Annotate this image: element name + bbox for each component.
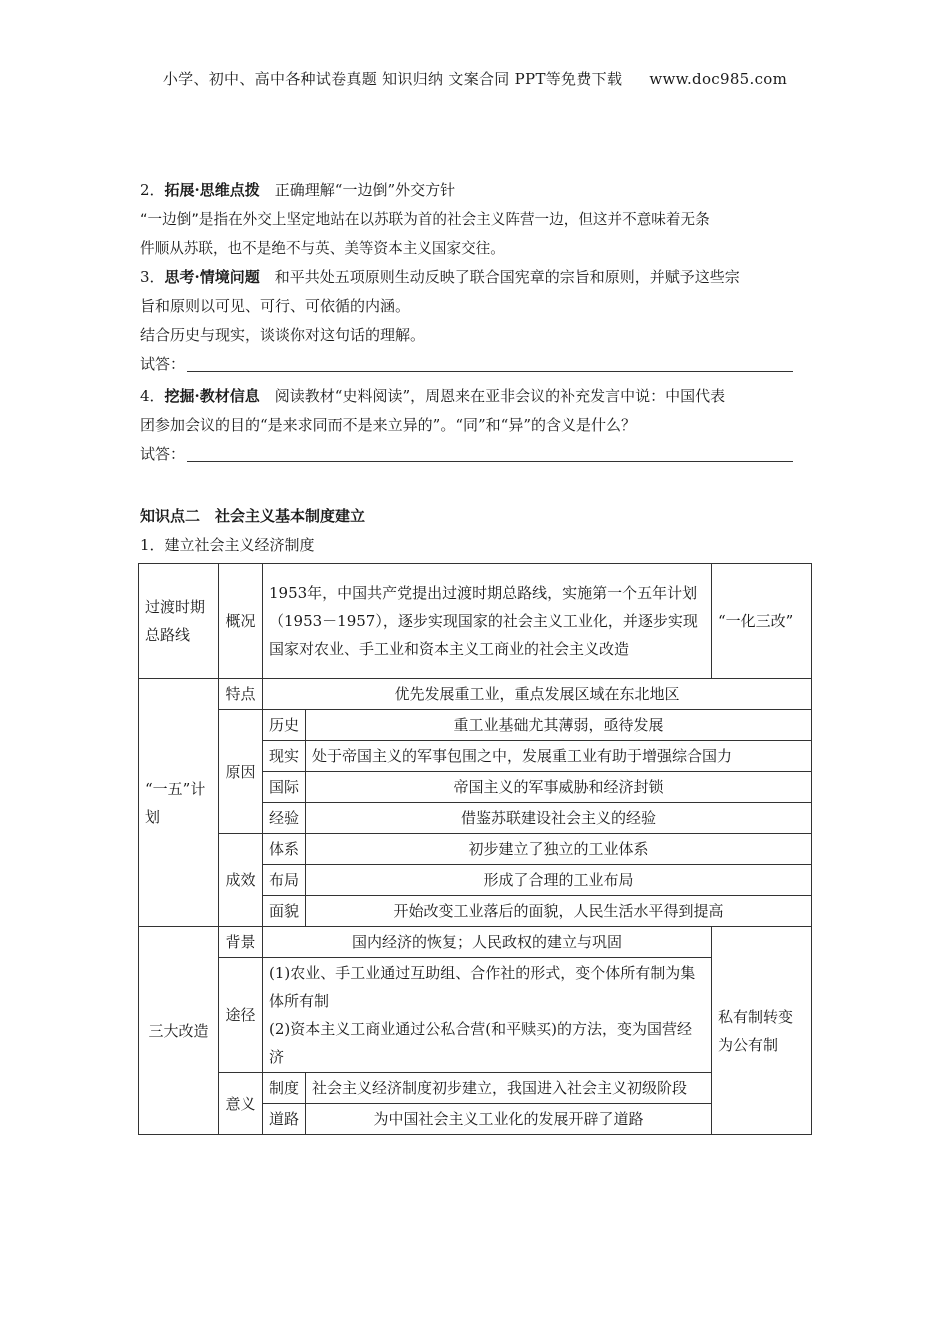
content-cell: 1953年，中国共产党提出过渡时期总路线，实施第一个五年计划（1953－1957），逐步实现国家的社会主义工业化，并逐步实现国家对农业、手工业和资本主义工商业的社会主义改造 (263, 564, 712, 679)
answer-input-line[interactable] (187, 443, 793, 462)
sub-label-cell: 国际 (263, 772, 306, 803)
table-row (139, 834, 812, 865)
section-2-line-1: “一边倒”是指在外交上坚定地站在以苏联为首的社会主义阵营一边，但这并不意味着无条 (140, 211, 710, 228)
note-cell: “一化三改” (712, 564, 812, 679)
label-cell: 背景 (219, 927, 263, 958)
header-text: 小学、初中、高中各种试卷真题 知识归纳 文案合同 PPT等免费下载 (162, 70, 623, 88)
label-cell: 原因 (219, 710, 263, 834)
sub-label-cell: 布局 (263, 865, 306, 896)
table-row (139, 927, 812, 958)
section-2-number: 2． (140, 181, 165, 199)
label-cell: 意义 (219, 1073, 263, 1135)
answer-input-line[interactable] (187, 353, 793, 372)
section-4 (140, 382, 812, 469)
table-row (139, 710, 812, 741)
knowledge-section (140, 502, 812, 560)
section-3-line-2: 旨和原则以可见、可行、可依循的内涵。 (140, 297, 411, 315)
content-cell: 为中国社会主义工业化的发展开辟了道路 (306, 1104, 712, 1135)
sub-label-cell: 面貌 (263, 896, 306, 927)
table-row (139, 679, 812, 710)
way-item-1: (1)农业、手工业通过互助组、合作社的形式，变个体所有制为集体所有制 (269, 964, 696, 1010)
content-cell: 优先发展重工业，重点发展区域在东北地区 (263, 679, 812, 710)
knowledge-subtitle: 1．建立社会主义经济制度 (140, 536, 315, 554)
section-3-line-1: 和平共处五项原则生动反映了联合国宪章的宗旨和原则，并赋予这些宗 (274, 268, 740, 286)
economy-table (138, 563, 812, 1135)
section-2-label: 拓展·思维点拨 (164, 181, 260, 199)
content-cell: 重工业基础尤其薄弱，亟待发展 (306, 710, 812, 741)
section-3-number: 3． (140, 268, 165, 286)
sub-label-cell: 制度 (263, 1073, 306, 1104)
sub-label-cell: 历史 (263, 710, 306, 741)
content-cell (263, 958, 712, 1073)
way-item-2: (2)资本主义工商业通过公私合营(和平赎买)的方法，变为国营经济 (269, 1020, 692, 1066)
section-3 (140, 263, 812, 379)
table-row (139, 958, 812, 1073)
category-cell: 三大改造 (139, 927, 219, 1135)
page-header (0, 68, 950, 89)
note-cell: 私有制转变为公有制 (712, 927, 812, 1135)
content-cell: 初步建立了独立的工业体系 (306, 834, 812, 865)
section-3-label: 思考·情境问题 (164, 268, 260, 286)
section-2-title: 正确理解“一边倒”外交方针 (274, 181, 456, 199)
content-cell: 社会主义经济制度初步建立，我国进入社会主义初级阶段 (306, 1073, 712, 1104)
section-3-line-3: 结合历史与现实，谈谈你对这句话的理解。 (140, 326, 426, 344)
section-4-line-1: 阅读教材“史料阅读”，周恩来在亚非会议的补充发言中说：中国代表 (274, 387, 726, 405)
content-cell: 处于帝国主义的军事包围之中，发展重工业有助于增强综合国力 (306, 741, 812, 772)
section-2-line-2: 件顺从苏联，也不是绝不与英、美等资本主义国家交往。 (140, 240, 505, 257)
sub-label-cell: 道路 (263, 1104, 306, 1135)
sub-label-cell: 经验 (263, 803, 306, 834)
category-cell: 过渡时期总路线 (139, 564, 219, 679)
content-cell: 帝国主义的军事威胁和经济封锁 (306, 772, 812, 803)
section-4-number: 4． (140, 387, 165, 405)
section-2 (140, 176, 812, 263)
content-cell: 形成了合理的工业布局 (306, 865, 812, 896)
label-cell: 成效 (219, 834, 263, 927)
content-cell: 借鉴苏联建设社会主义的经验 (306, 803, 812, 834)
content-cell: 开始改变工业落后的面貌，人民生活水平得到提高 (306, 896, 812, 927)
content-cell: 国内经济的恢复；人民政权的建立与巩固 (263, 927, 712, 958)
sub-label-cell: 体系 (263, 834, 306, 865)
table-row (139, 564, 812, 679)
section-4-label: 挖掘·教材信息 (164, 387, 260, 405)
section-4-line-2: 团参加会议的目的“是来求同而不是来立异的”。“同”和“异”的含义是什么？ (140, 416, 637, 434)
answer-label: 试答： (140, 445, 186, 463)
label-cell: 特点 (219, 679, 263, 710)
label-cell: 途径 (219, 958, 263, 1073)
label-cell: 概况 (219, 564, 263, 679)
category-cell: “一五”计划 (139, 679, 219, 927)
table-row (139, 1073, 812, 1104)
sub-label-cell: 现实 (263, 741, 306, 772)
knowledge-title: 知识点二 社会主义基本制度建立 (140, 507, 366, 525)
header-url[interactable]: www.doc985.com (649, 70, 788, 88)
answer-label: 试答： (140, 355, 186, 373)
